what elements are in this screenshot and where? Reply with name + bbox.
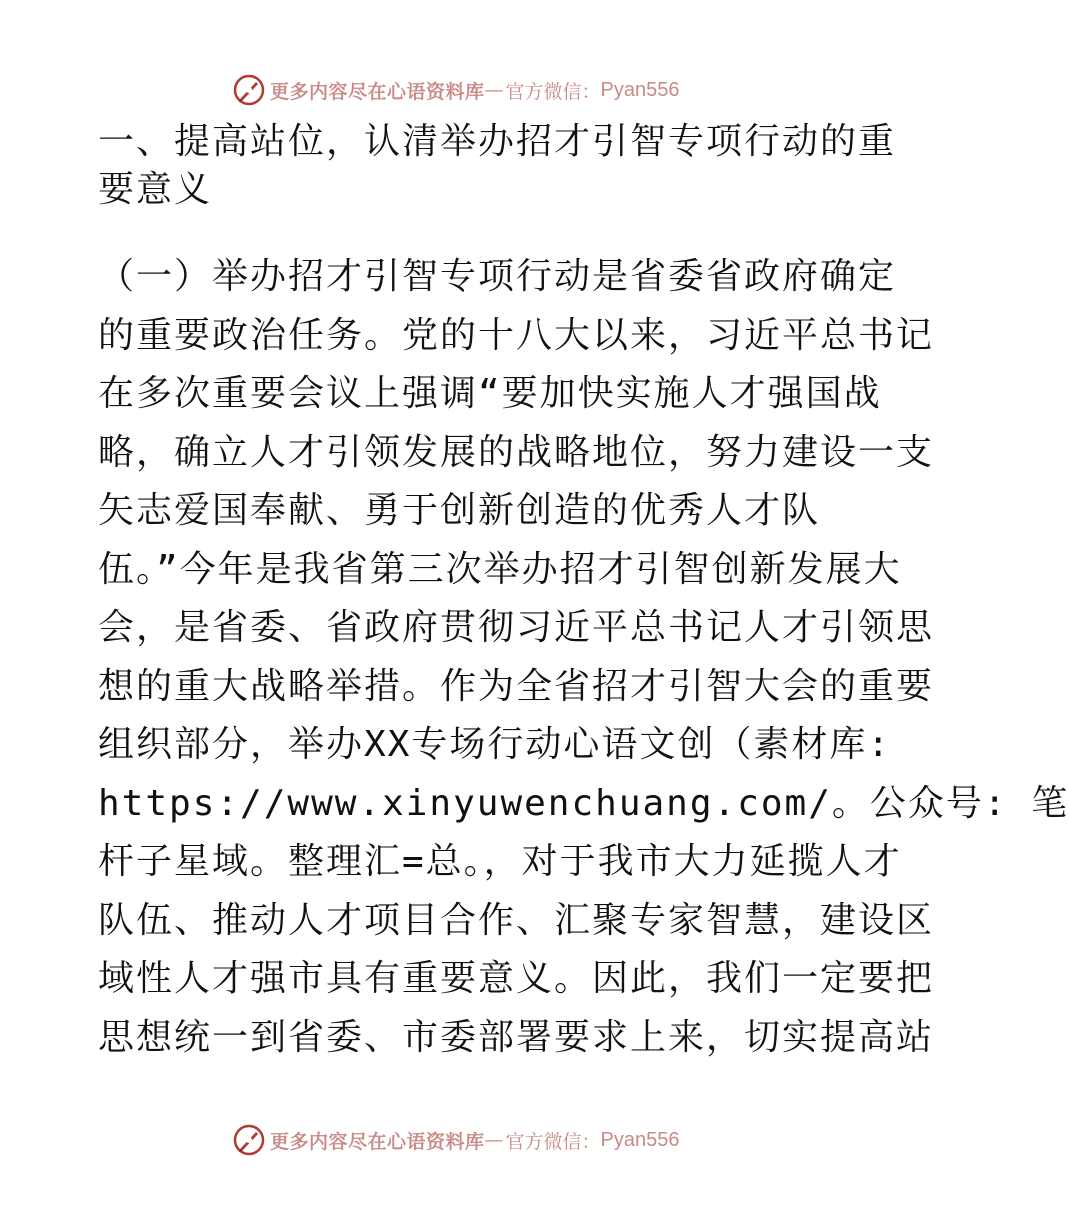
body-line: 伍。”今年是我省第三次举办招才引智创新发展大 [98,548,902,590]
banner-wechat-label: 官方微信： [505,1130,601,1153]
section-heading [98,118,897,214]
body-line: https://www.xinyuwenchuang.com/。公众号: 笔 [98,782,1069,824]
banner-dash: — [484,79,504,101]
body-line: 会，是省委、省政府贯彻习近平总书记人才引领思 [98,607,935,648]
body-line: 想的重大战略举措。作为全省招才引智大会的重要 [98,665,935,707]
heading-line: 一、提高站位，认清举办招才引智专项行动的重 [98,121,897,162]
body-line: 队伍、推动人才项目合作、汇聚专家智慧，建设区 [98,899,935,941]
quill-pen-logo-icon [232,73,266,107]
body-paragraph [98,248,1069,1067]
banner-wechat-id: Pyan556 [600,1128,680,1151]
banner-brand-text: 更多内容尽在心语资料库 [270,1130,485,1153]
body-line: 杆子星域。整理汇=总。，对于我市大力延揽人才 [98,841,902,882]
banner-brand-text: 更多内容尽在心语资料库 [270,80,485,103]
quill-pen-logo-icon [232,1123,266,1157]
footer-watermark-banner [232,1122,680,1158]
body-line: 思想统一到省委、市委部署要求上来，切实提高站 [98,1016,935,1058]
body-line: 的重要政治任务。党的十八大以来，习近平总书记 [98,314,935,356]
body-line: 矢志爱国奉献、勇于创新创造的优秀人才队 [98,490,821,531]
body-line: 组织部分，举办XX专场行动心语文创（素材库: [98,724,892,765]
body-line: 在多次重要会议上强调“要加快实施人才强国战 [98,373,882,414]
header-watermark-banner [232,72,680,108]
body-line: 略，确立人才引领发展的战略地位，努力建设一支 [98,431,935,473]
banner-wechat-label: 官方微信： [505,80,601,103]
heading-line: 要意义 [98,169,213,210]
body-line: （一）举办招才引智专项行动是省委省政府确定 [98,256,897,297]
body-line: 域性人才强市具有重要意义。因此，我们一定要把 [98,958,935,999]
banner-wechat-id: Pyan556 [600,78,680,101]
banner-dash: — [484,1129,504,1151]
